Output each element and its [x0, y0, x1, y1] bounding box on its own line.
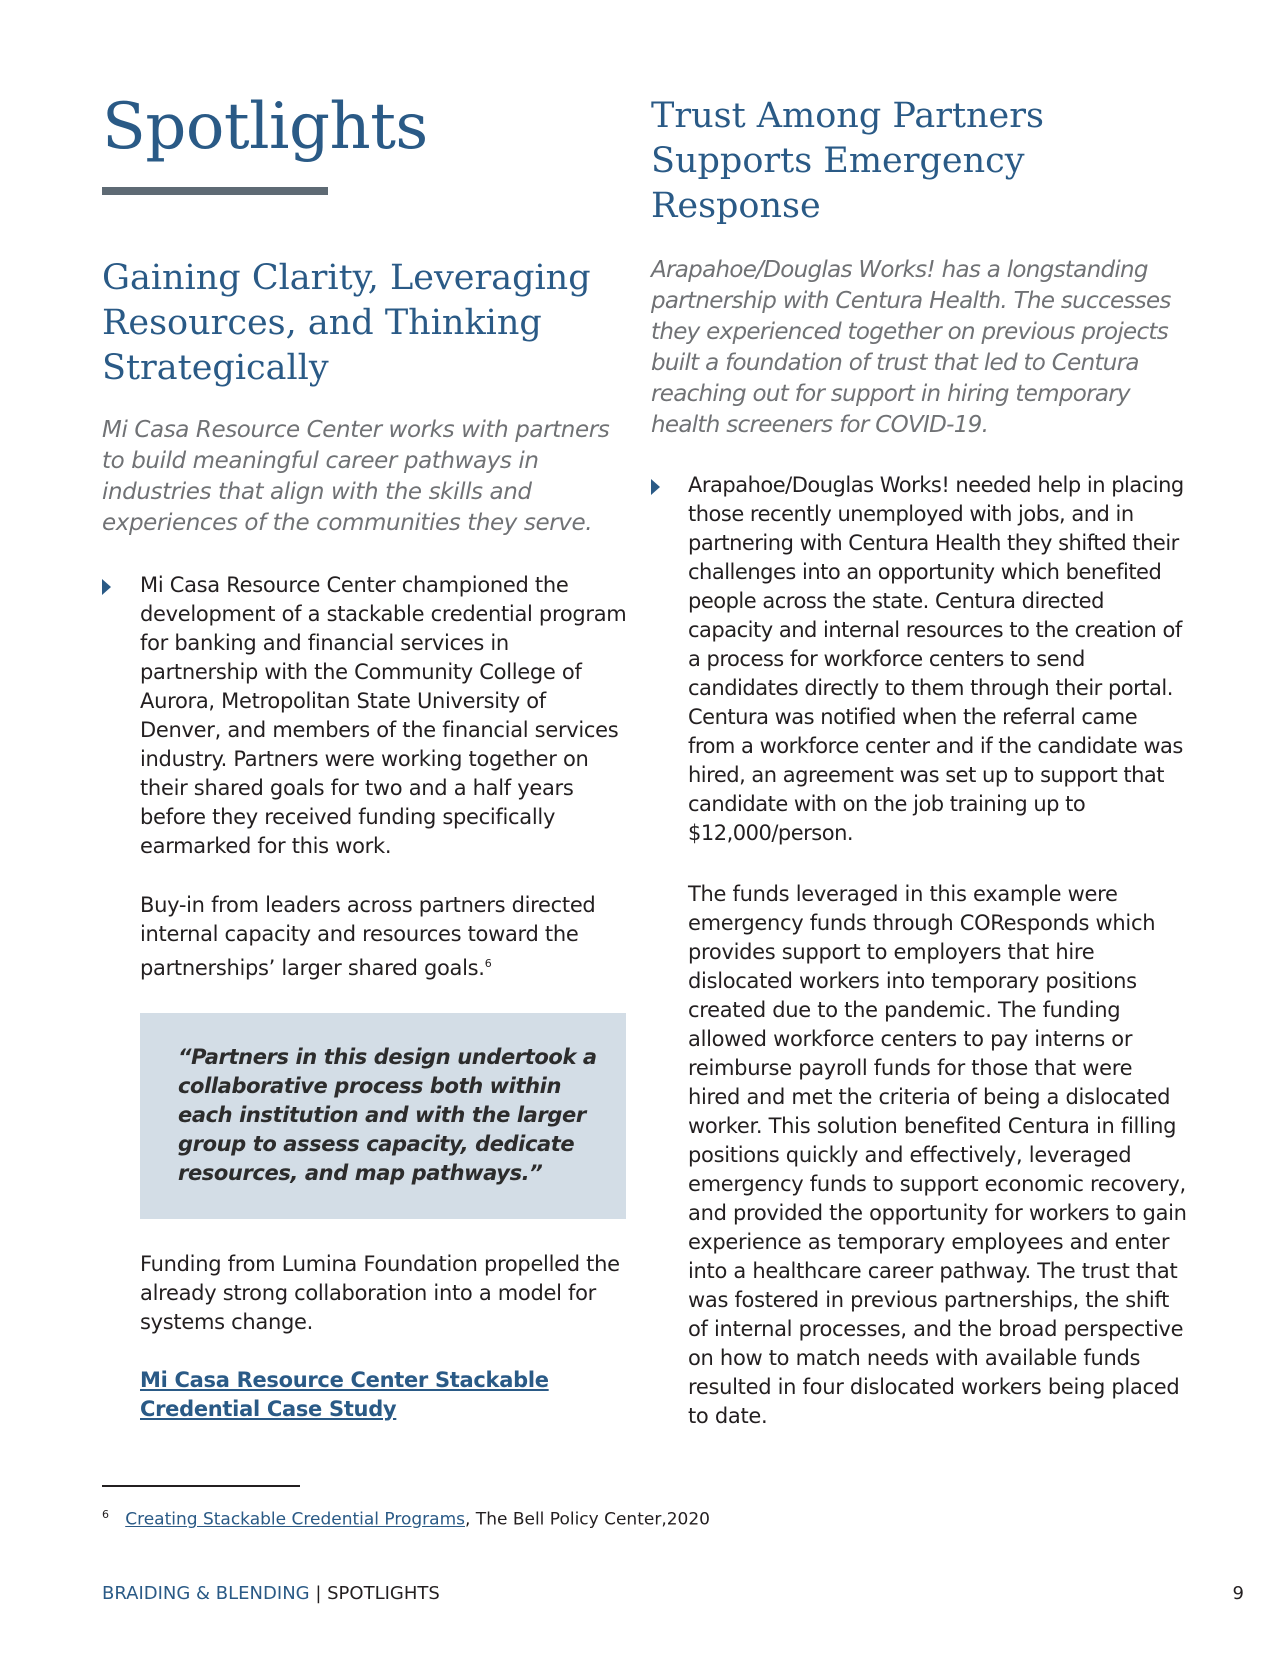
- case-study-link[interactable]: Mi Casa Resource Center Stackable Credential Case Study: [140, 1368, 549, 1421]
- left-bullet-paragraph: Mi Casa Resource Center championed the development of a stackable credential program for banking and financial services in partnership with the Community College of Aurora, Metropolitan State University of Denver, and members of the financial services industry. Partners were working together on their shared goals for two and a half years before they received funding specifically earmarked for this work.: [140, 573, 627, 858]
- pull-quote-box: [140, 1013, 626, 1219]
- footnote-divider: [102, 1485, 300, 1487]
- footnote-source: , The Bell Policy Center,2020: [465, 1509, 710, 1530]
- bullet-triangle-icon: [651, 479, 660, 495]
- footer-separator: |: [309, 1583, 328, 1604]
- left-paragraph-2: Buy-in from leaders across partners directed internal capacity and resources toward the partnerships’ larger shared goals.$^6$: [140, 893, 596, 980]
- footnote-number: 6: [102, 1508, 109, 1521]
- pull-quote-text: “Partners in this design undertook a collaborative process both within each institution and with the larger group to assess capacity, dedicate resources, and map pathways.”: [178, 1045, 597, 1185]
- page-footer: [102, 1582, 440, 1606]
- bullet-triangle-icon: [102, 579, 111, 595]
- right-lead-paragraph: Arapahoe/Douglas Works! has a longstanding partnership with Centura Health. The successes they experienced together on previous projects built a foundation of trust that led to Centura reaching out for support in hiring temporary health screeners for COVID-19.: [651, 257, 1171, 438]
- footnote-link[interactable]: Creating Stackable Credential Programs: [125, 1509, 465, 1530]
- left-lead-paragraph: Mi Casa Resource Center works with partners to build meaningful career pathways in industries that align with the skills and experiences of the communities they serve.: [102, 417, 610, 536]
- footer-brand: BRAIDING & BLENDING: [102, 1583, 310, 1604]
- title-underline: [102, 187, 328, 195]
- left-section-heading: Gaining Clarity, Leveraging Resources, and Thinking Strategically: [102, 258, 591, 388]
- right-section-heading: Trust Among Partners Supports Emergency Response: [651, 96, 1044, 226]
- footnote-reference: 6: [484, 957, 492, 970]
- page-title: Spotlights: [102, 90, 428, 164]
- footnote: [102, 1504, 710, 1531]
- left-paragraph-3: Funding from Lumina Foundation propelled the already strong collaboration into a model for systems change.: [140, 1252, 620, 1334]
- page-number: 9: [1232, 1583, 1244, 1604]
- right-bullet-paragraph: Arapahoe/Douglas Works! needed help in placing those recently unemployed with jobs, and in partnering with Centura Health they shifted their challenges into an opportunity which benefited people across the state. Centura directed capacity and internal resources to the creation of a process for workforce centers to send candidates directly to them through their portal. Centura was notified when the referral came from a workforce center and if the candidate was hired, an agreement was set up to support that candidate with on the job training up to $12,000/person.: [688, 473, 1184, 845]
- footer-section: SPOTLIGHTS: [327, 1583, 440, 1604]
- right-paragraph-2: The funds leveraged in this example were emergency funds through COResponds which provides support to employers that hire dislocated workers into temporary positions created due to the pandemic. The funding allowed workforce centers to pay interns or reimburse payroll funds for those that were hired and met the criteria of being a dislocated worker. This solution benefited Centura in filling positions quickly and effectively, leveraged emergency funds to support economic recovery, and provided the opportunity for workers to gain experience as temporary employees and enter into a healthcare career pathway. The trust that was fostered in previous partnerships, the shift of internal processes, and the broad perspective on how to match needs with available funds resulted in four dislocated workers being placed to date.: [688, 882, 1187, 1428]
